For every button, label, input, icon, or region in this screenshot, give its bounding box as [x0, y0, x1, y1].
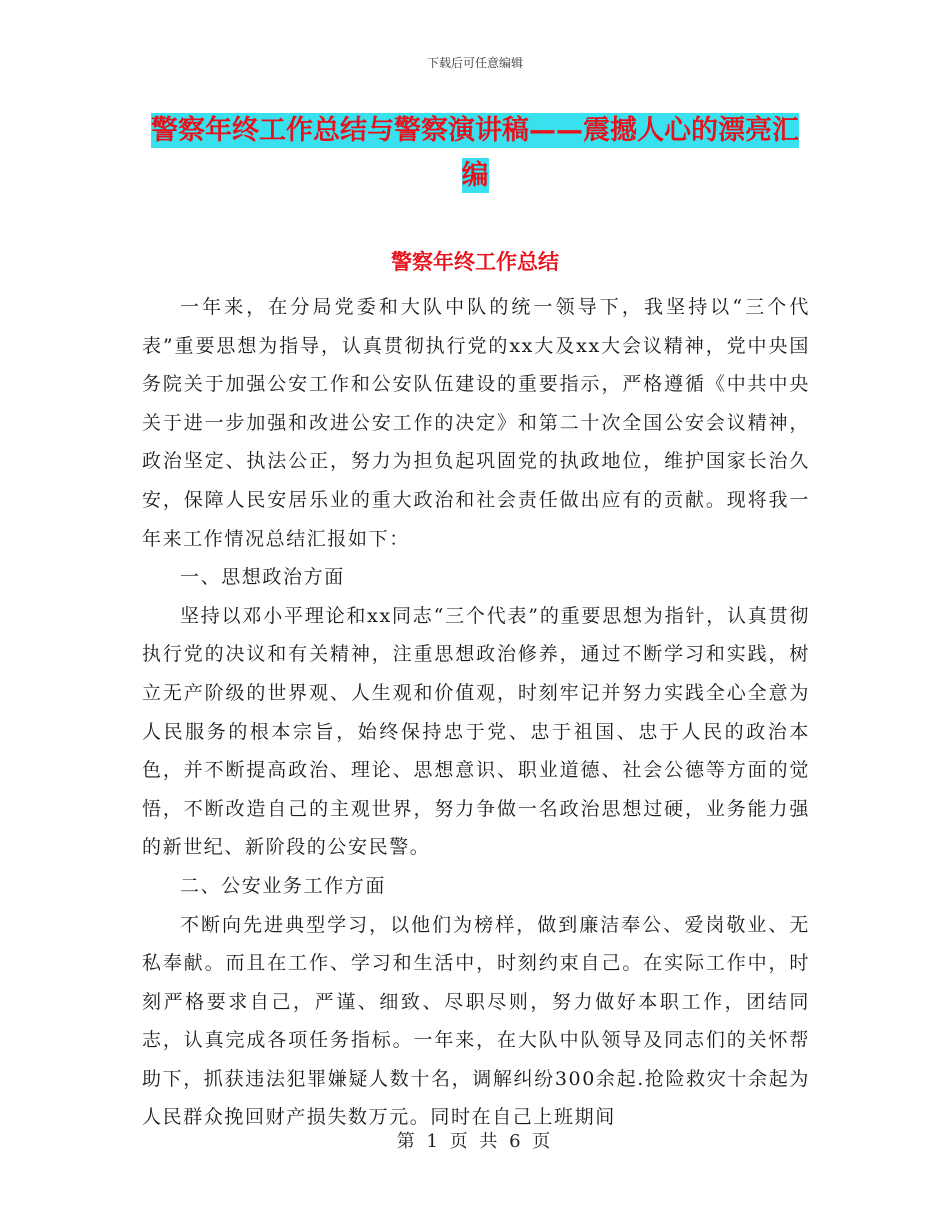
- paragraph-political: 坚持以邓小平理论和xx同志“三个代表”的重要思想为指针，认真贯彻执行党的决议和有关精神，注重思想政治修养，通过不断学习和实践，树立无产阶级的世界观、人生观和价值观，时刻牢记并努力实践全心全意为人民服务的根本宗旨，始终保持忠于党、忠于祖国、忠于人民的政治本色，并不断提高政治、理论、思想意识、职业道德、社会公德等方面的觉悟，不断改造自己的主观世界，努力争做一名政治思想过硬，业务能力强的新世纪、新阶段的公安民警。: [142, 604, 810, 859]
- heading-political: 一、思想政治方面: [180, 566, 345, 589]
- paragraph-police-work: 不断向先进典型学习，以他们为榜样，做到廉洁奉公、爱岗敬业、无私奉献。而且在工作、学习和生活中，时刻约束自己。在实际工作中，时刻严格要求自己，严谨、细致、尽职尽则，努力做好本职工作，团结同志，认真完成各项任务指标。一年来，在大队中队领导及同志们的关怀帮助下，抓获违法犯罪嫌疑人数十名，调解纠纷300余起.抢险救灾十余起为人民群众挽回财产损失数万元。同时在自己上班期间: [142, 913, 810, 1129]
- document-body: [142, 288, 810, 1137]
- paragraph-intro: 一年来，在分局党委和大队中队的统一领导下，我坚持以“三个代表”重要思想为指导，认真贯彻执行党的xx大及xx大会议精神，党中央国务院关于加强公安工作和公安队伍建设的重要指示，严格遵循《中共中央关于进一步加强和改进公安工作的决定》和第二十次全国公安会议精神，政治坚定、执法公正，努力为担负起巩固党的执政地位，维护国家长治久安，保障人民安居乐业的重大政治和社会责任做出应有的贡献。现将我一年来工作情况总结汇报如下：: [142, 296, 810, 550]
- document-title-text: 警察年终工作总结与警察演讲稿——震撼人心的漂亮汇编: [151, 115, 799, 191]
- page-header-note: 下载后可任意编辑: [426, 56, 523, 70]
- heading-police-work: 二、公安业务工作方面: [180, 874, 387, 897]
- page-number-footer: 第 1 页 共 6 页: [396, 1131, 554, 1152]
- section-title: 警察年终工作总结: [391, 250, 559, 274]
- document-title: [150, 108, 800, 198]
